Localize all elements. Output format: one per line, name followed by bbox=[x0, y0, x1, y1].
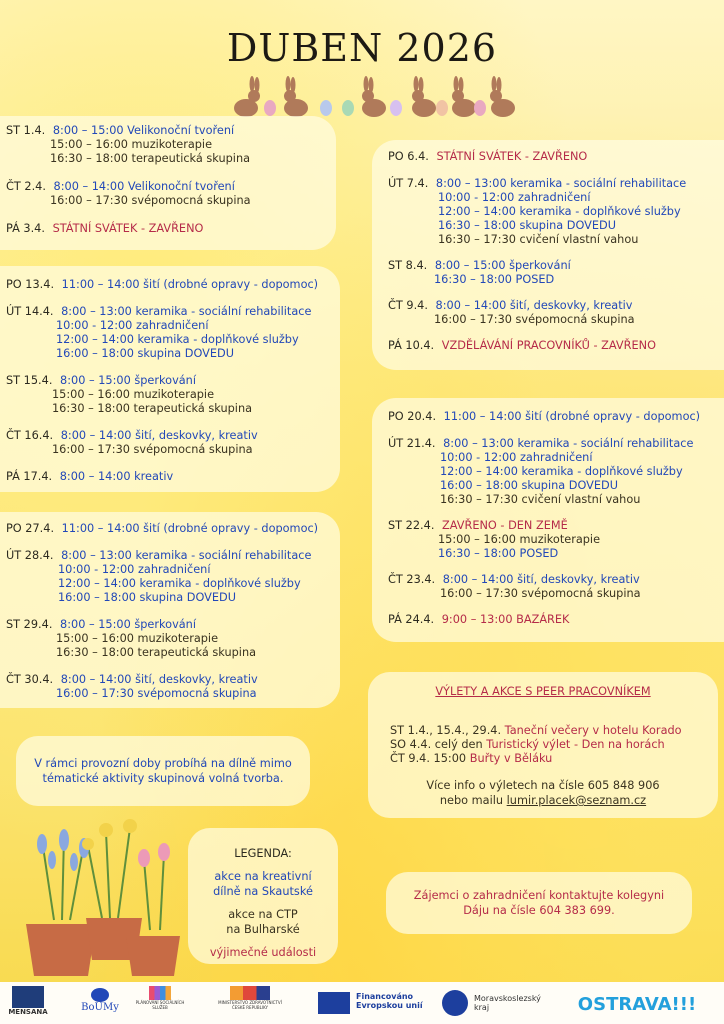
egg-icon bbox=[436, 100, 448, 116]
eu-logo: Financováno Evropskou unií bbox=[318, 992, 428, 1010]
free-activity-note: V rámci provozní doby probíhá na dílně mimo tématické aktivity skupinová volná tvorba. bbox=[34, 757, 292, 785]
day-label: ÚT 7.4. bbox=[388, 177, 429, 190]
day-label: ST 22.4. bbox=[388, 519, 435, 532]
egg-icon bbox=[390, 100, 402, 116]
mensana-logo: MENSANA bbox=[8, 986, 48, 1016]
day-label: ST 29.4. bbox=[6, 618, 53, 631]
email-link[interactable]: lumir.placek@seznam.cz bbox=[506, 794, 647, 807]
day-label: ST 1.4. bbox=[6, 124, 46, 137]
day-label: PO 13.4. bbox=[6, 278, 55, 291]
bunny-icon bbox=[284, 76, 308, 117]
day-label: ÚT 14.4. bbox=[6, 305, 54, 318]
trips-list: ST 1.4., 15.4., 29.4. Taneční večery v hotelu Korado SO 4.4. celý den Turistický výlet - Den na horách ČT 9.4. 15:00 Buřty v Běláku bbox=[390, 724, 682, 765]
day-label: ST 15.4. bbox=[6, 374, 53, 387]
moravskoslezsky-kraj-logo: Moravskoslezský kraj bbox=[442, 990, 552, 1012]
day-label: PO 20.4. bbox=[388, 410, 437, 423]
week5-schedule: PO 27.4. 11:00 – 14:00 šití (drobné opravy - dopomoc) ÚT 28.4. 8:00 – 13:00 keramika - sociální rehabilitace 10:00 - 12:00 zahradničení 12:00 – 14:00 keramika - doplňkové služby 16:00 – 18:00 skupina DOVEDU ST 29.4. 8:00 – 15:00 šperkování 15:00 – 16:00 muzikoterapie 16:30 – 18:00 terapeutická skupina ČT 30.4. 8:00 – 14:00 šití, deskovky, kreativ 16:00 – 17:30 svépomocná skupina bbox=[6, 522, 319, 700]
week2-schedule: PO 6.4. STÁTNÍ SVÁTEK - ZAVŘENO ÚT 7.4. 8:00 – 13:00 keramika - sociální rehabilitace 10:00 - 12:00 zahradničení 12:00 – 14:00 keramika - doplňkové služby 16:30 – 18:00 skupina DOVEDU 16:30 – 17:30 cvičení vlastní vahou ST 8.4. 8:00 – 15:00 šperkování 16:30 – 18:00 POSED ČT 9.4. 8:00 – 14:00 šití, deskovky, kreativ 16:00 – 17:30 svépomocná skupina PÁ 10.4. VZDĚLÁVÁNÍ PRACOVNÍKŮ - ZAVŘENO bbox=[388, 150, 687, 352]
day-label: PO 27.4. bbox=[6, 522, 55, 535]
day-label: ČT 23.4. bbox=[388, 573, 436, 586]
week4-schedule: PO 20.4. 11:00 – 14:00 šití (drobné opravy - dopomoc) ÚT 21.4. 8:00 – 13:00 keramika - sociální rehabilitace 10:00 - 12:00 zahradničení 12:00 – 14:00 keramika - doplňkové služby 16:00 – 18:00 skupina DOVEDU 16:30 – 17:30 cvičení vlastní vahou ST 22.4. ZAVŘENO - DEN ZEMĚ 15:00 – 16:00 muzikoterapie 16:30 – 18:00 POSED ČT 23.4. 8:00 – 14:00 šití, deskovky, kreativ 16:00 – 17:30 svépomocná skupina PÁ 24.4. 9:00 – 13:00 BAZÁREK bbox=[388, 410, 701, 626]
day-label: ST 8.4. bbox=[388, 259, 428, 272]
egg-icon bbox=[474, 100, 486, 116]
bunny-icon bbox=[412, 76, 436, 117]
egg-icon bbox=[264, 100, 276, 116]
day-label: PÁ 24.4. bbox=[388, 613, 435, 626]
egg-icon bbox=[320, 100, 332, 116]
day-label: PO 6.4. bbox=[388, 150, 429, 163]
bunny-icon bbox=[234, 76, 260, 117]
bunny-icon bbox=[452, 76, 476, 117]
legend-title: LEGENDA: bbox=[234, 847, 292, 860]
ministry-logo: MINISTERSTVO ZDRAVOTNICTVÍ ČESKÉ REPUBLIKY bbox=[218, 986, 282, 1010]
planning-logo: PLÁNOVÁNÍ SOCIÁLNÍCH SLUŽEB bbox=[134, 986, 186, 1010]
footer-logos bbox=[0, 982, 724, 1024]
egg-icon bbox=[342, 100, 354, 116]
day-label: ÚT 21.4. bbox=[388, 437, 436, 450]
boumy-logo: BoUMy bbox=[72, 988, 128, 1013]
page-title: DUBEN 2026 bbox=[226, 26, 498, 70]
bunny-icon bbox=[362, 76, 386, 117]
flower-pots-illustration bbox=[14, 800, 184, 980]
week3-schedule: PO 13.4. 11:00 – 14:00 šití (drobné opravy - dopomoc) ÚT 14.4. 8:00 – 13:00 keramika - sociální rehabilitace 10:00 - 12:00 zahradničení 12:00 – 14:00 keramika - doplňkové služby 16:00 – 18:00 skupina DOVEDU ST 15.4. 8:00 – 15:00 šperkování 15:00 – 16:00 muzikoterapie 16:30 – 18:00 terapeutická skupina ČT 16.4. 8:00 – 14:00 šití, deskovky, kreativ 16:00 – 17:30 svépomocná skupina PÁ 17.4. 8:00 – 14:00 kreativ bbox=[6, 278, 319, 483]
day-label: ČT 16.4. bbox=[6, 429, 54, 442]
legend: LEGENDA: akce na kreativní dílně na Skautské akce na CTP na Bulharské výjimečné události bbox=[188, 846, 338, 960]
trips-info: Více info o výletech na čísle 605 848 906 nebo mailu lumir.placek@seznam.cz bbox=[426, 779, 660, 807]
trips-heading: VÝLETY A AKCE S PEER PRACOVNÍKEM bbox=[435, 685, 651, 698]
day-label: PÁ 3.4. bbox=[6, 222, 45, 235]
day-label: PÁ 10.4. bbox=[388, 339, 435, 352]
ostrava-logo: OSTRAVA!!! bbox=[577, 994, 697, 1015]
garden-note: Zájemci o zahradničení kontaktujte kolegyni Dáju na čísle 604 383 699. bbox=[413, 889, 665, 917]
bunny-icon bbox=[490, 76, 515, 117]
day-label: ČT 2.4. bbox=[6, 180, 46, 193]
day-label: ČT 30.4. bbox=[6, 673, 54, 686]
week1-schedule: ST 1.4. 8:00 – 15:00 Velikonoční tvoření 15:00 – 16:00 muzikoterapie 16:30 – 18:00 terapeutická skupina ČT 2.4. 8:00 – 14:00 Velikonoční tvoření 16:00 – 17:30 svépomocná skupina PÁ 3.4. STÁTNÍ SVÁTEK - ZAVŘENO bbox=[6, 124, 251, 235]
day-label: ÚT 28.4. bbox=[6, 549, 54, 562]
day-label: PÁ 17.4. bbox=[6, 470, 53, 483]
day-label: ČT 9.4. bbox=[388, 299, 428, 312]
easter-bunnies-decoration bbox=[228, 76, 518, 120]
